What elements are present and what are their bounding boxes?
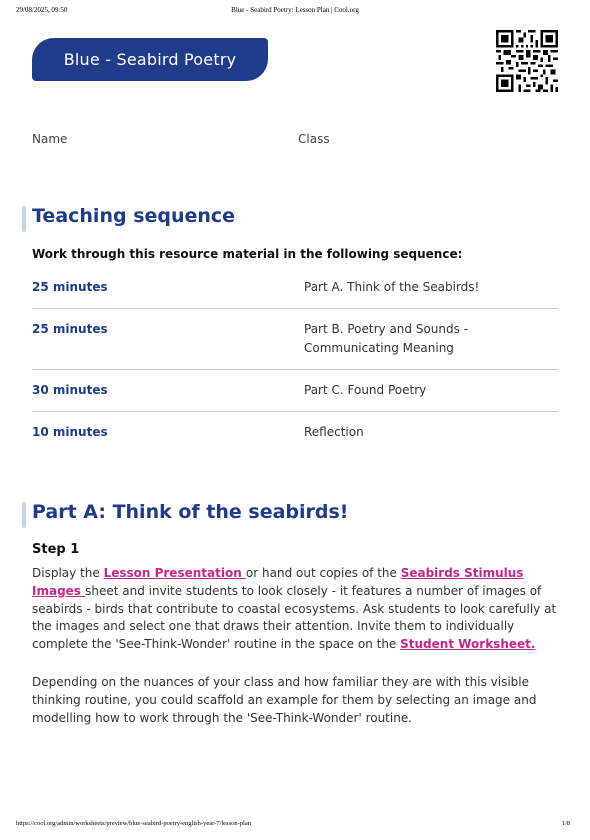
sequence-time: 25 minutes (32, 280, 108, 294)
print-datetime: 29/08/2025, 09:50 (16, 6, 68, 14)
seabirds-stimulus-images-link[interactable]: Seabirds Stimulus Images (32, 566, 524, 598)
name-field-label: Name (32, 132, 68, 146)
step-1-paragraph (32, 565, 558, 654)
qr-code-icon (496, 30, 558, 92)
page-number: 1/8 (561, 820, 570, 827)
class-field-label: Class (298, 132, 330, 146)
sequence-activity: Part A. Think of the Seabirds! (304, 280, 480, 294)
lesson-presentation-link[interactable]: Lesson Presentation (103, 566, 246, 580)
student-worksheet-link[interactable]: Student Worksheet. (400, 637, 536, 652)
sequence-activity: Part B. Poetry and Sounds - Communicating Meaning (304, 322, 469, 355)
sequence-activity: Part C. Found Poetry (304, 383, 427, 397)
teaching-sequence-heading: Teaching sequence (32, 205, 236, 227)
sequence-time: 10 minutes (32, 425, 108, 439)
paragraph-text: Display the (32, 566, 104, 580)
section-accent-bar (22, 502, 26, 528)
row-divider (32, 369, 558, 370)
print-header (16, 6, 574, 18)
section-accent-bar (22, 206, 26, 232)
sequence-intro: Work through this resource material in the following sequence: (32, 247, 463, 261)
print-url: https://cool.org/admin/worksheets/preview/blue-seabird-poetry-english-year-7/lesson-plan (16, 820, 251, 827)
print-footer (16, 820, 574, 830)
paragraph-text: sheet and invite students to look closely - it features a number of images of seabirds - birds that contribute to coastal ecosystems. Ask students to look carefully at the images and select one that draws their attention. Invite them to individually complete the 'See-Think-Wonder' routine in the space on the (32, 583, 557, 652)
page-title: Blue - Seabird Poetry (32, 38, 268, 81)
scaffold-paragraph: Depending on the nuances of your class and how familiar they are with this visible thinking routine, you could scaffold an example for them by selecting an image and modelling how to work through the 'See-Think-Wonder' routine. (32, 675, 537, 725)
sequence-time: 30 minutes (32, 383, 108, 397)
step-heading: Step 1 (32, 542, 80, 557)
part-a-heading: Part A: Think of the seabirds! (32, 501, 349, 523)
sequence-time: 25 minutes (32, 322, 108, 336)
row-divider (32, 411, 558, 412)
row-divider (32, 308, 558, 309)
print-page-title: Blue - Seabird Poetry: Lesson Plan | Cool.org (231, 6, 359, 14)
paragraph-text: or hand out copies of the (245, 566, 401, 580)
sequence-activity: Reflection (304, 425, 364, 439)
